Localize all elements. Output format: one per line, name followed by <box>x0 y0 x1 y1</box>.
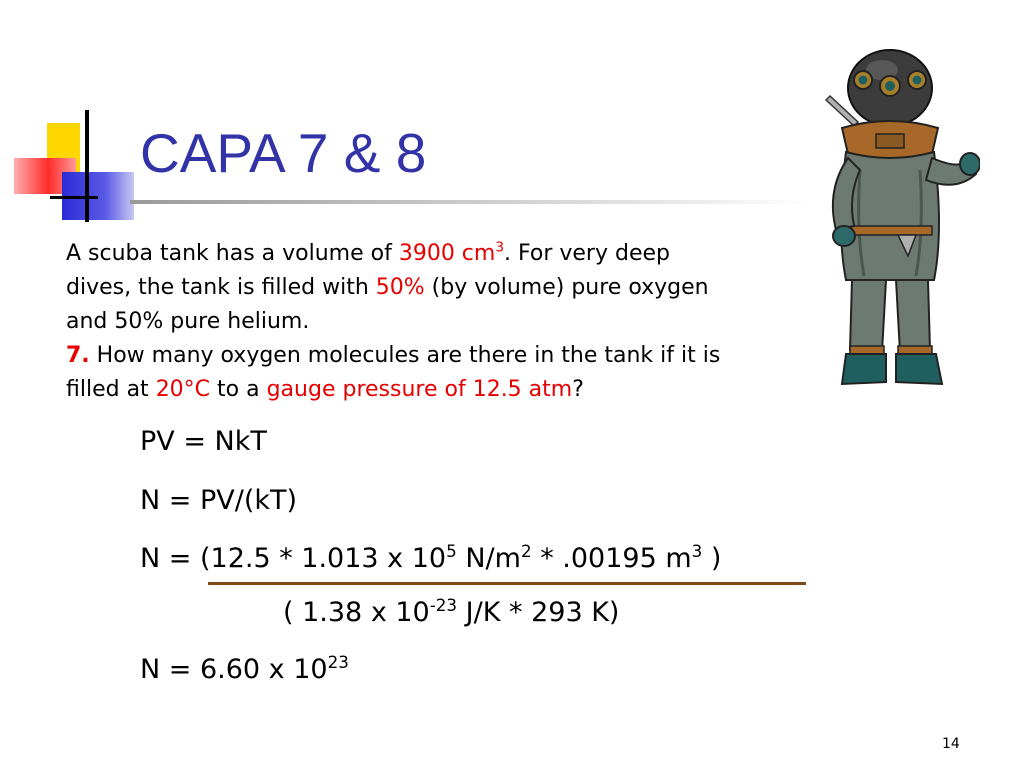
question-line-2 <box>66 373 826 407</box>
equation-ideal-gas: PV = NkT <box>140 426 267 457</box>
problem-text-segment: A scuba tank has a volume of <box>66 241 399 266</box>
eq-segment: ( 1.38 x 10 <box>283 597 430 628</box>
eq-segment: ) <box>702 543 722 574</box>
question-number: 7. <box>66 343 90 368</box>
eq-exponent: 23 <box>327 652 349 672</box>
problem-line-1 <box>66 237 826 271</box>
decor-vertical-line <box>85 110 89 222</box>
problem-text-segment: dives, the tank is filled with <box>66 275 376 300</box>
eq-segment: J/K * 293 K) <box>457 597 620 628</box>
question-text-segment: ? <box>572 377 584 402</box>
diver-icon <box>820 30 980 402</box>
eq-exponent: -23 <box>429 595 458 615</box>
equation-denominator <box>283 595 620 628</box>
question-line-1 <box>66 339 826 373</box>
equation-solve-n: N = PV/(kT) <box>140 485 298 516</box>
eq-segment: N/m <box>456 543 521 574</box>
equation-numerator <box>140 541 722 574</box>
question-text-segment: How many oxygen molecules are there in the tank if it is <box>89 343 721 368</box>
volume-text: 3900 cm <box>398 241 496 266</box>
question-text-segment: filled at <box>66 377 156 402</box>
pressure-value: gauge pressure of 12.5 atm <box>266 377 573 402</box>
eq-exponent: 2 <box>520 541 532 561</box>
volume-value <box>399 241 504 266</box>
problem-line-3: and 50% pure helium. <box>66 309 310 334</box>
problem-text-segment: . For very deep <box>504 241 670 266</box>
title-underline <box>130 200 810 204</box>
problem-text <box>66 237 826 407</box>
equation-result <box>140 652 349 685</box>
eq-exponent: 3 <box>691 541 703 561</box>
question-text-segment: to a <box>210 377 267 402</box>
decor-horizontal-line <box>50 196 98 199</box>
eq-exponent: 5 <box>446 541 457 561</box>
eq-segment: N = (12.5 * 1.013 x 10 <box>140 543 447 574</box>
page-number: 14 <box>942 736 960 752</box>
fraction-bar <box>208 582 806 585</box>
problem-line-2 <box>66 271 826 305</box>
percent-value: 50% <box>375 275 425 300</box>
volume-exponent: 3 <box>495 239 505 256</box>
eq-segment: N = 6.60 x 10 <box>140 654 328 685</box>
temperature-value: 20°C <box>155 377 211 402</box>
problem-text-segment: (by volume) pure oxygen <box>424 275 709 300</box>
eq-segment: * .00195 m <box>531 543 692 574</box>
slide-title: CAPA 7 & 8 <box>140 122 427 184</box>
